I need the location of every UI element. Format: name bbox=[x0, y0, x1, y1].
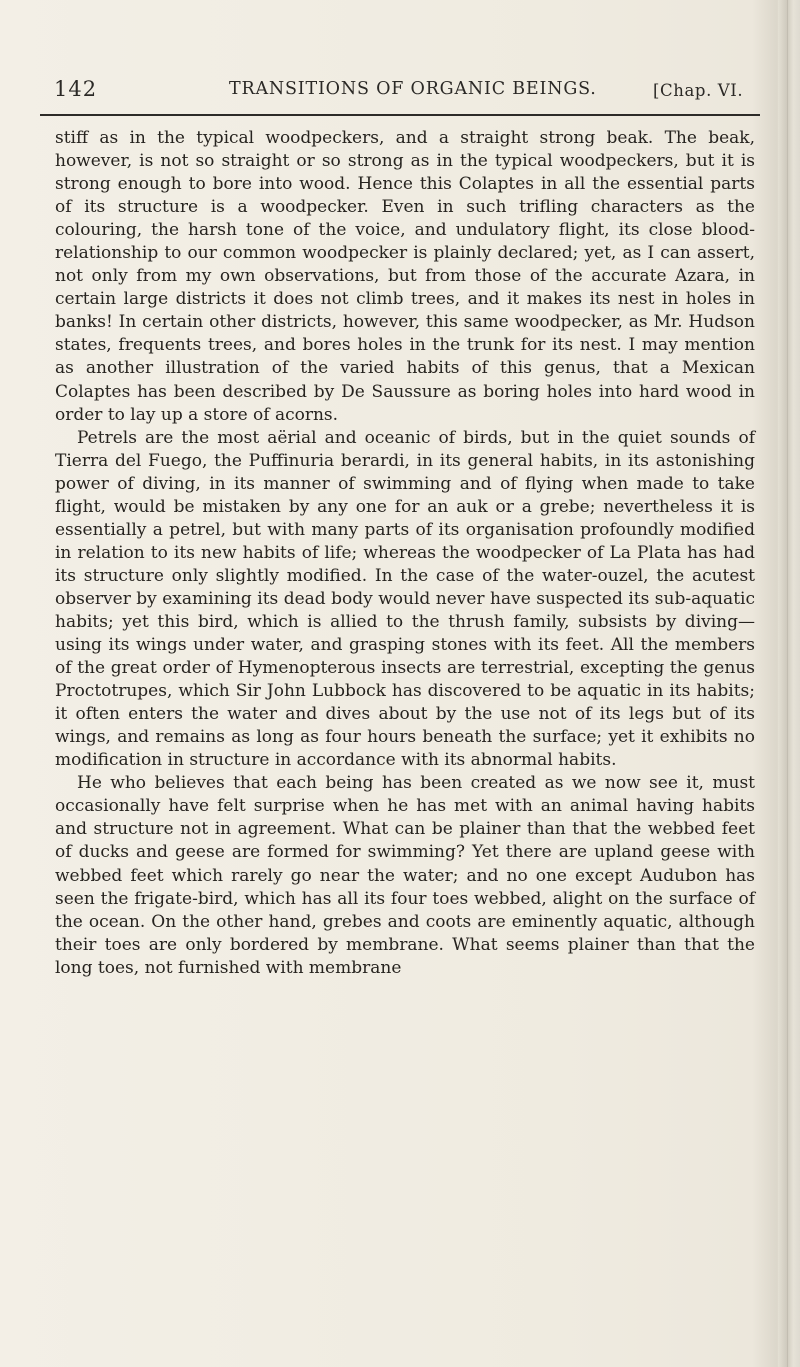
gutter-shadow-line bbox=[787, 0, 788, 1367]
running-title: TRANSITIONS OF ORGANIC BEINGS. bbox=[229, 79, 597, 99]
book-gutter bbox=[778, 0, 800, 1367]
chapter-reference: [Chap. VI. bbox=[653, 81, 744, 100]
page-body bbox=[55, 127, 755, 980]
paragraph-continued: stiff as in the typical woodpeckers, and a straight strong beak. The beak, however, is not so straight or so strong as in the typical woodpeckers, but it is strong enough to bore into wood. Hence this Colaptes in all the essential parts of its structure is a woodpecker. Even in such trifling characters as the colouring, the harsh tone of the voice, and undulatory flight, its close blood-relationship to our common woodpecker is plainly declared; yet, as I can assert, not only from my own observations, but from those of the accurate Azara, in certain large districts it does not climb trees, and it makes its nest in holes in banks! In certain other districts, however, this same woodpecker, as Mr. Hudson states, frequents trees, and bores holes in the trunk for its nest. I may mention as another illustration of the varied habits of this genus, that a Mexican Colaptes has been described by De Saussure as boring holes into hard wood in order to lay up a store of acorns. bbox=[55, 128, 755, 425]
paragraph-believes: He who believes that each being has been created as we now see it, must occasionally have felt surprise when he has met with an animal having habits and structure not in agreement. What can be plainer than that the webbed feet of ducks and geese are formed for swimming? Yet there are upland geese with webbed feet which rarely go near the water; and no one except Audubon has seen the frigate-bird, which has all its four toes webbed, alight on the surface of the ocean. On the other hand, grebes and coots are eminently aquatic, although their toes are only bordered by membrane. What seems plainer than that the long toes, not furnished with membrane bbox=[55, 773, 755, 978]
header-rule bbox=[40, 114, 760, 116]
page-number: 142 bbox=[54, 77, 98, 101]
paragraph-petrels: Petrels are the most aërial and oceanic of birds, but in the quiet sounds of Tierra del Fuego, the Puffinuria berardi, in its general habits, in its astonishing power of diving, in its manner of swimming and of flying when made to take flight, would be mistaken by any one for an auk or a grebe; nevertheless it is essentially a petrel, but with many parts of its organisation profoundly modified in relation to its new habits of life; whereas the woodpecker of La Plata has had its structure only slightly modified. In the case of the water-ouzel, the acutest observer by examining its dead body would never have suspected its sub-aquatic habits; yet this bird, which is allied to the thrush family, subsists by diving—using its wings under water, and grasping stones with its feet. All the members of the great order of Hymenopterous insects are terrestrial, excepting the genus Proctotrupes, which Sir John Lubbock has discovered to be aquatic in its habits; it often enters the water and dives about by the use not of its legs but of its wings, and remains as long as four hours beneath the surface; yet it exhibits no modification in structure in accordance with its abnormal habits. bbox=[55, 427, 755, 771]
running-head bbox=[40, 77, 765, 107]
